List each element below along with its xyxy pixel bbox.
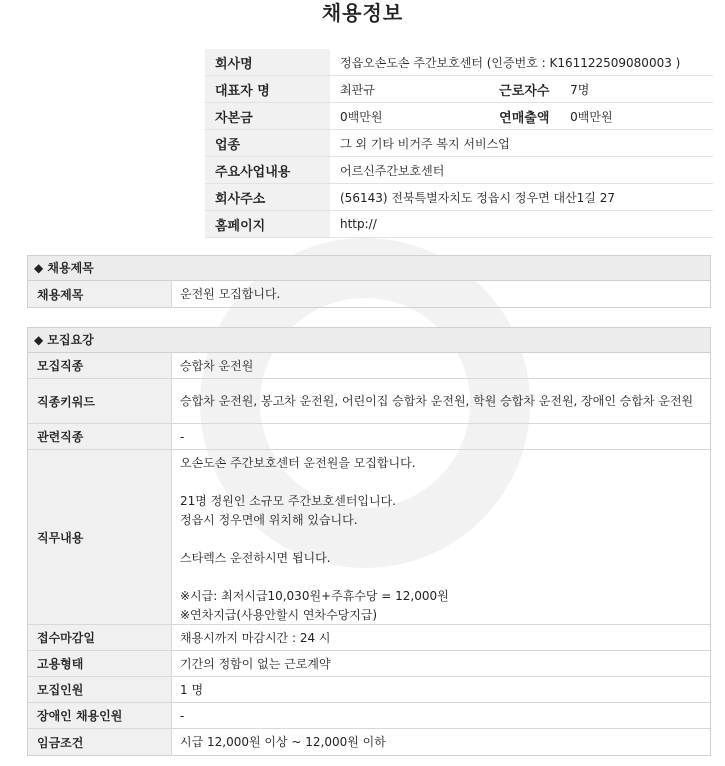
company-capital-row xyxy=(205,103,713,130)
duties-line: 오손도손 주간보호센터 운전원을 모집합니다. xyxy=(180,456,416,470)
page-title: 채용정보 xyxy=(321,1,404,25)
wage-label: 임금조건 xyxy=(28,729,172,755)
employment-type-row xyxy=(28,651,710,677)
duties-line xyxy=(180,530,702,549)
duties-label: 직무내용 xyxy=(28,450,172,624)
occupation-value: 승합차 운전원 xyxy=(180,358,254,373)
homepage-label: 홈페이지 xyxy=(205,211,330,238)
workers-label: 근로자수 xyxy=(491,76,564,103)
job-title-row xyxy=(28,281,710,307)
duties-line xyxy=(180,568,702,587)
disabled-hire-row xyxy=(28,703,710,729)
related-value: - xyxy=(180,429,185,444)
keywords-label: 직종키워드 xyxy=(28,379,172,423)
company-name-label: 회사명 xyxy=(205,49,330,76)
wage-row xyxy=(28,729,710,755)
workers-value: 7명 xyxy=(564,76,713,103)
keywords-value: 승합차 운전원, 봉고차 운전원, 어린이집 승합차 운전원, 학원 승합차 운전원, 장애인 승합차 운전원 xyxy=(180,394,694,408)
keywords-row xyxy=(28,379,710,424)
business-label: 주요사업내용 xyxy=(205,157,330,184)
duties-value xyxy=(172,450,710,624)
duties-line: ※시급: 최저시급10,030원+주휴수당 = 12,000원 xyxy=(180,589,449,603)
deadline-value: 채용시까지 마감시간 : 24 시 xyxy=(180,630,331,645)
ceo-value: 최판규 xyxy=(330,76,491,103)
disabled-hire-value: - xyxy=(180,708,185,723)
related-label: 관련직종 xyxy=(28,424,172,449)
related-row xyxy=(28,424,710,450)
sales-label: 연매출액 xyxy=(491,103,564,130)
capital-value: 0백만원 xyxy=(330,103,491,130)
duties-line: 스타렉스 운전하시면 됩니다. xyxy=(180,551,331,565)
employment-type-label: 고용형태 xyxy=(28,651,172,676)
deadline-label: 접수마감일 xyxy=(28,625,172,650)
duties-row xyxy=(28,450,710,625)
disabled-hire-label: 장애인 채용인원 xyxy=(28,703,172,728)
industry-label: 업종 xyxy=(205,130,330,157)
duties-line: ※연차지급(사용안할시 연차수당지급) xyxy=(180,608,378,622)
job-title-heading: ◆ 채용제목 xyxy=(28,256,710,281)
homepage-link[interactable]: http:// xyxy=(330,211,713,238)
occupation-label: 모집직종 xyxy=(28,353,172,378)
job-title-value: 운전원 모집합니다. xyxy=(180,287,281,301)
company-ceo-row xyxy=(205,76,713,103)
duties-line: 21명 정원인 소규모 주간보호센터입니다. xyxy=(180,494,397,508)
recruit-heading: ◆ 모집요강 xyxy=(28,328,710,353)
deadline-row xyxy=(28,625,710,651)
company-address-row xyxy=(205,184,713,211)
ceo-label: 대표자 명 xyxy=(205,76,330,103)
job-title-section xyxy=(27,255,711,308)
occupation-row xyxy=(28,353,710,379)
company-info-table xyxy=(205,49,713,238)
wage-value: 시급 12,000원 이상 ~ 12,000원 이하 xyxy=(180,735,386,749)
headcount-label: 모집인원 xyxy=(28,677,172,702)
duties-line: 정읍시 정우면에 위치해 있습니다. xyxy=(180,513,358,527)
sales-value: 0백만원 xyxy=(564,103,713,130)
business-value: 어르신주간보호센터 xyxy=(330,157,713,184)
employment-type-value: 기간의 정함이 없는 근로계약 xyxy=(180,656,331,671)
company-name-row xyxy=(205,49,713,76)
recruit-section xyxy=(27,327,711,756)
headcount-value: 1 명 xyxy=(180,682,204,697)
company-name-value: 정읍오손도손 주간보호센터 (인증번호 : K161122509080003 ) xyxy=(330,49,713,76)
address-value: (56143) 전북특별자치도 정읍시 정우면 대산1길 27 xyxy=(330,184,713,211)
capital-label: 자본금 xyxy=(205,103,330,130)
industry-value: 그 외 기타 비거주 복지 서비스업 xyxy=(330,130,713,157)
company-industry-row xyxy=(205,130,713,157)
duties-line xyxy=(180,473,702,492)
headcount-row xyxy=(28,677,710,703)
company-business-row xyxy=(205,157,713,184)
company-homepage-row xyxy=(205,211,713,238)
address-label: 회사주소 xyxy=(205,184,330,211)
job-title-label: 채용제목 xyxy=(28,281,172,307)
